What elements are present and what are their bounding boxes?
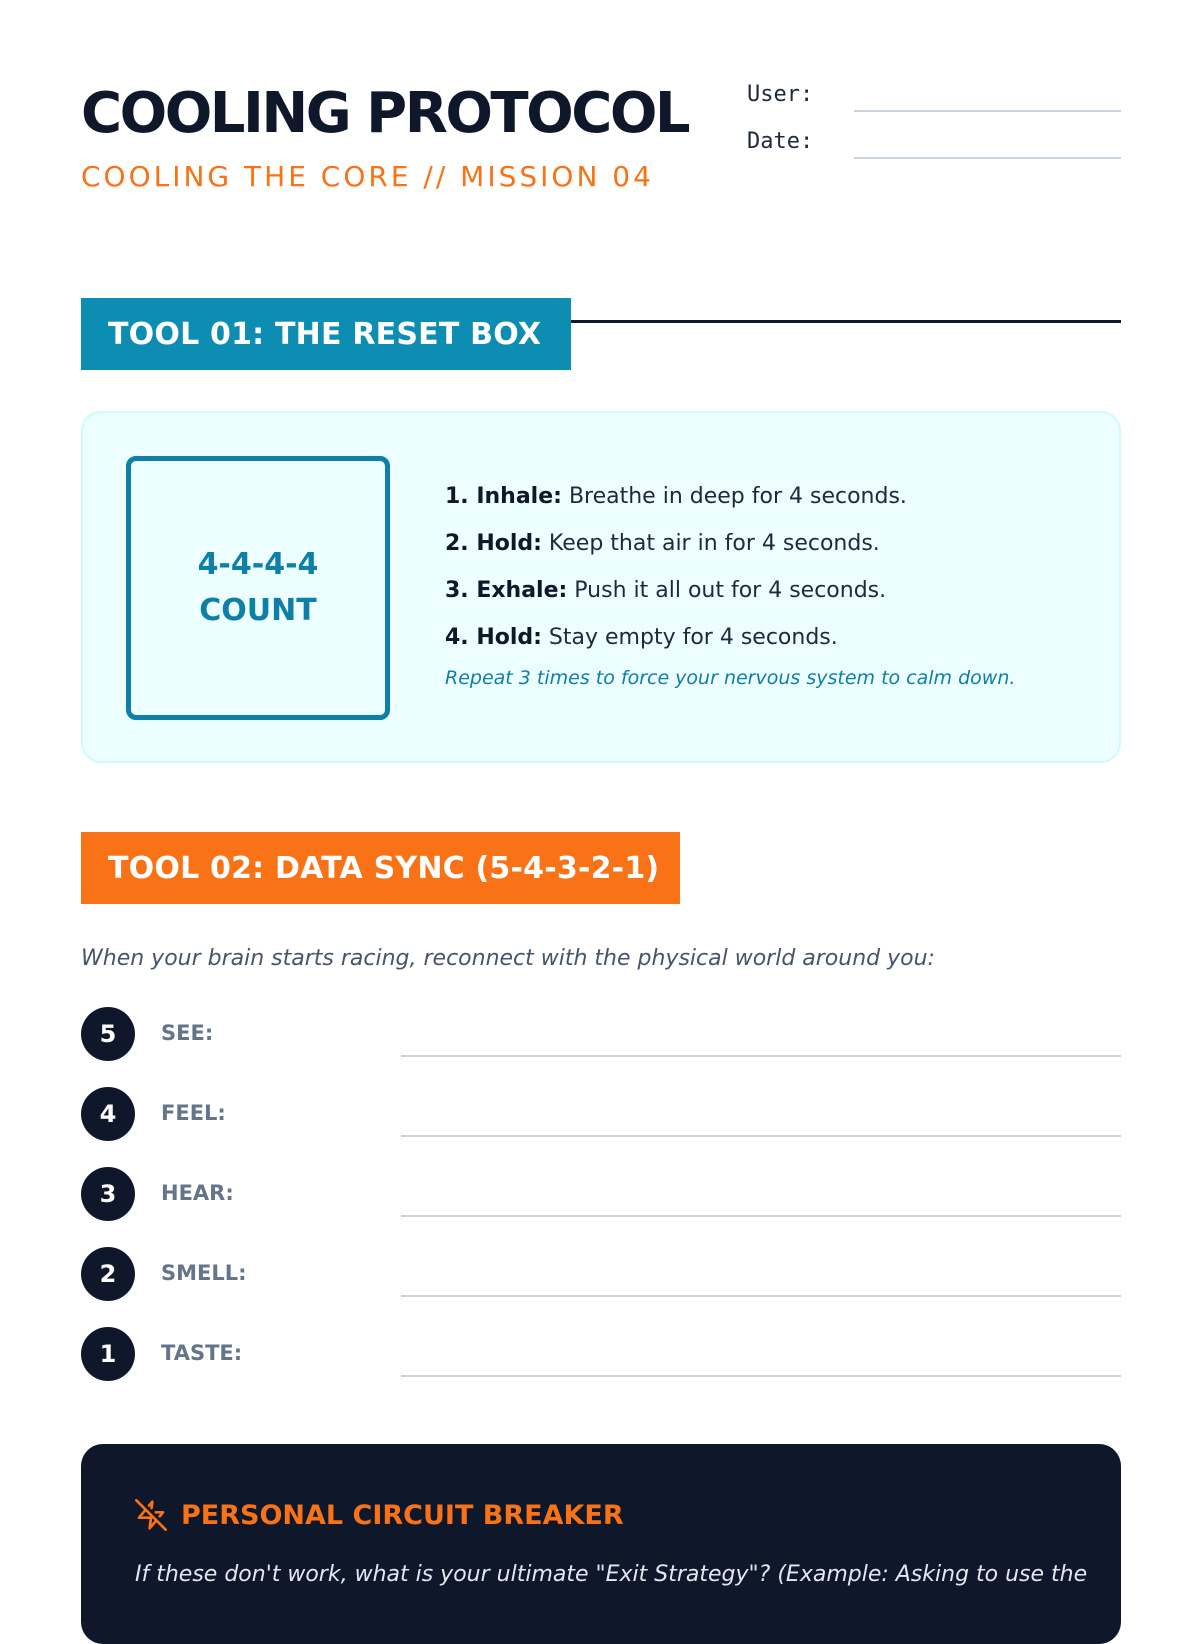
sense-input-line[interactable] [401,1055,1121,1057]
user-input-line[interactable] [854,110,1121,112]
tool-02-heading: TOOL 02: DATA SYNC (5-4-3-2-1) [81,832,680,904]
header [81,80,1121,240]
sense-input-line[interactable] [401,1135,1121,1137]
count-box-line1: 4-4-4-4 [197,547,319,582]
breathing-steps [445,483,1095,689]
sense-label: FEEL: [161,1101,226,1125]
sense-label: SMELL: [161,1261,247,1285]
page-subtitle: COOLING THE CORE // MISSION 04 [81,160,654,193]
circuit-breaker-header [135,1499,624,1531]
step-item [445,624,1095,671]
date-input-line[interactable] [854,157,1121,159]
step-item [445,577,1095,624]
sense-row-see [81,1007,1121,1061]
step-label: 3. Exhale: [445,578,568,603]
step-item [445,530,1095,577]
circuit-breaker-card [81,1444,1121,1644]
sense-input-line[interactable] [401,1295,1121,1297]
step-text: Keep that air in for 4 seconds. [541,531,880,556]
page-title: COOLING PROTOCOL [81,81,689,146]
sense-number-badge: 3 [81,1167,135,1221]
meta-fields [747,80,1121,174]
step-text: Breathe in deep for 4 seconds. [561,484,907,509]
step-label: 4. Hold: [445,625,542,650]
reset-box-card [81,411,1121,763]
user-label: User: [747,82,814,107]
sense-row-smell [81,1247,1121,1301]
step-text: Push it all out for 4 seconds. [567,578,887,603]
user-field [747,80,1121,127]
zap-off-icon [135,1499,167,1531]
sense-label: TASTE: [161,1341,243,1365]
step-label: 1. Inhale: [445,484,562,509]
circuit-breaker-title: PERSONAL CIRCUIT BREAKER [181,1499,624,1531]
sense-row-taste [81,1327,1121,1381]
step-item [445,483,1095,530]
sense-number-badge: 4 [81,1087,135,1141]
step-text: Stay empty for 4 seconds. [541,625,838,650]
circuit-breaker-prompt: If these don't work, what is your ultimate "Exit Strategy"? (Example: Asking to use the [135,1562,1088,1587]
repeat-note: Repeat 3 times to force your nervous system to calm down. [445,667,1016,689]
data-sync-intro: When your brain starts racing, reconnect with the physical world around you: [81,946,935,971]
date-label: Date: [747,129,814,154]
sense-input-line[interactable] [401,1375,1121,1377]
sense-number-badge: 2 [81,1247,135,1301]
count-box [126,456,390,720]
step-label: 2. Hold: [445,531,542,556]
sense-label: HEAR: [161,1181,234,1205]
tool-01-heading: TOOL 01: THE RESET BOX [81,298,571,370]
date-field [747,127,1121,174]
sense-input-line[interactable] [401,1215,1121,1217]
sense-number-badge: 1 [81,1327,135,1381]
sense-row-hear [81,1167,1121,1221]
sense-label: SEE: [161,1021,214,1045]
sense-number-badge: 5 [81,1007,135,1061]
count-box-line2: COUNT [199,593,317,628]
sense-row-feel [81,1087,1121,1141]
